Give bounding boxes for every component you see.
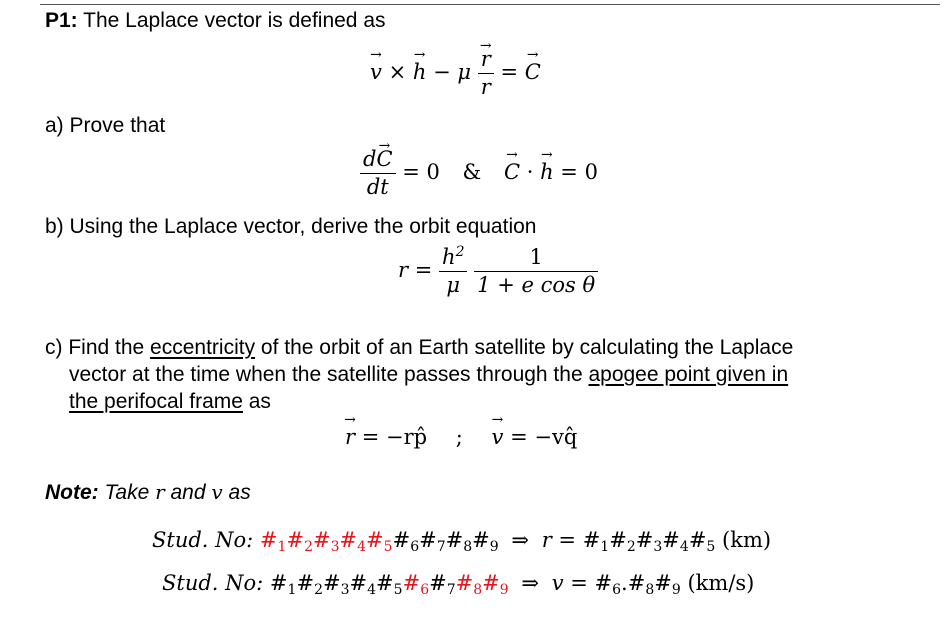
cross-operator: × — [388, 60, 407, 84]
stud-prefix-2: Stud. No: — [162, 571, 270, 595]
digit-group-red-8-9: $\#_8\#_9$ — [455, 571, 509, 598]
orbit-equation — [398, 244, 598, 299]
laplace-vector-c: C → — [525, 60, 541, 84]
h-symbol: h — [442, 245, 456, 269]
angular-momentum-vector-2: h → — [540, 160, 554, 184]
ampersand: & — [462, 160, 482, 184]
equals-zero-1: = 0 — [402, 160, 440, 184]
r-over-r-fraction — [478, 46, 494, 101]
part-c-line2 — [69, 362, 788, 388]
dot-operator: · — [526, 160, 534, 184]
dc-dt-fraction: $\frac{dC \to}{dt}$ — [360, 146, 396, 201]
part-c-line3 — [69, 389, 271, 415]
equals-zero-2: = 0 — [560, 160, 598, 184]
part-b-text: b) Using the Laplace vector, derive the orbit equation — [45, 215, 537, 238]
laplace-definition-equation — [370, 46, 541, 101]
v-digits: $\#_6.\#_8\#_9$ — [594, 571, 681, 598]
h2-over-mu-fraction — [439, 244, 467, 299]
stud-number-line-1 — [152, 528, 772, 555]
digit-group-red-1-5: $\#_1\#_2\#_3\#_4\#_5$ — [259, 528, 393, 555]
digit-6-red: $\#_6$ — [402, 571, 430, 598]
mu-symbol: μ — [457, 60, 472, 84]
problem-label: P1: — [45, 9, 78, 32]
v-equals: v = — [551, 571, 588, 595]
angular-momentum-vector: h → — [413, 60, 427, 84]
note-line — [45, 479, 251, 506]
one-over-denominator-fraction — [474, 244, 598, 299]
laplace-vector-c-2: C → — [504, 160, 520, 184]
apogee-r-vector: r → — [345, 425, 355, 449]
digit-7-black: $\#_7$ — [429, 571, 456, 598]
part-c-line2-text: vector at the time when the satellite passes through the — [69, 363, 589, 386]
equals-sign: = — [500, 60, 519, 84]
r-magnitude: r — [478, 73, 494, 101]
orbit-r: r — [398, 258, 409, 282]
note-label: Note: — [45, 481, 99, 504]
stud-number-line-2 — [162, 571, 755, 598]
apogee-r-value: = −rp̂ — [361, 425, 428, 449]
r-digits: $\#_1\#_2\#_3\#_4\#_5$ — [582, 528, 716, 555]
note-text: Take — [98, 481, 156, 504]
unit-km: (km) — [722, 528, 772, 552]
eccentricity-underlined: eccentricity — [150, 336, 256, 359]
part-c-line1 — [45, 335, 793, 361]
part-c-as: as — [242, 390, 271, 413]
apogee-underlined-1: apogee point given in — [588, 363, 789, 386]
note-v: v — [211, 480, 223, 504]
note-r: r — [155, 480, 165, 504]
digit-group-black-6-9: $\#_6\#_7\#_8\#_9$ — [392, 528, 499, 555]
orbit-equals: = — [414, 258, 433, 282]
digit-group-black-1-5: $\#_1\#_2\#_3\#_4\#_5$ — [269, 571, 403, 598]
part-a-text: a) Prove that — [45, 114, 166, 137]
top-rule — [40, 4, 940, 5]
implies-arrow-2: ⇒ — [521, 571, 539, 595]
semicolon: ; — [455, 425, 463, 449]
velocity-vector: v → — [370, 60, 382, 84]
part-c-mid: of the orbit of an Earth satellite by calculating the Laplace — [255, 336, 794, 359]
problem-intro-text: The Laplace vector is defined as — [83, 9, 386, 32]
part-c-prefix: c) Find the — [45, 336, 151, 359]
apogee-vectors-equation — [345, 425, 577, 449]
stud-prefix-1: Stud. No: — [152, 528, 260, 552]
r-equals: r = — [541, 528, 576, 552]
h-exponent: 2 — [455, 244, 465, 260]
one-numerator: 1 — [529, 245, 543, 269]
apogee-underlined-2: the perifocal frame — [69, 390, 243, 413]
apogee-v-vector: v → — [492, 425, 504, 449]
note-as: as — [222, 481, 251, 504]
unit-km-s: (km/s) — [687, 571, 755, 595]
implies-arrow-1: ⇒ — [511, 528, 529, 552]
problem-intro — [45, 8, 386, 34]
note-and: and — [164, 481, 212, 504]
minus-operator: − — [433, 60, 451, 84]
position-vector: r → — [481, 46, 491, 73]
apogee-v-value: = −vq̂ — [510, 425, 578, 449]
part-a-equation — [360, 146, 598, 201]
dt-denominator: dt — [360, 173, 396, 201]
orbit-denominator: 1 + e cos θ — [474, 271, 598, 299]
mu-denominator: μ — [439, 271, 467, 299]
